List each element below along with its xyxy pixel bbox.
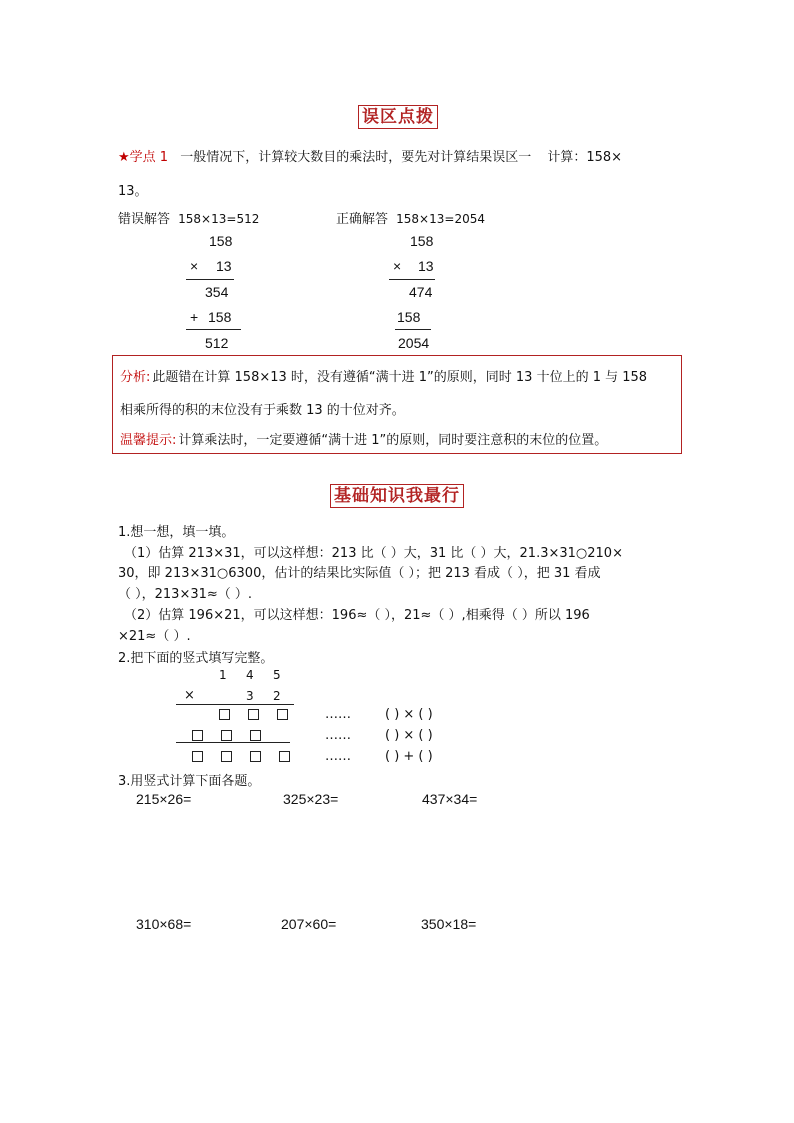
q3-problem: 325×23=	[283, 791, 339, 807]
blank-box[interactable]	[277, 709, 288, 720]
wrong-calc-row5: 512	[205, 335, 229, 351]
wrong-label: 错误解答	[118, 212, 171, 227]
q1-part2-line2: ×21≈（ ）.	[118, 629, 191, 644]
q1-title: 1.想一想，填一填。	[118, 525, 235, 540]
right-calc-row1: 158	[410, 233, 434, 249]
blank-box[interactable]	[219, 709, 230, 720]
q3-title: 3.用竖式计算下面各题。	[118, 774, 261, 789]
right-calc-row3: 474	[409, 284, 433, 300]
wrong-answer-line	[118, 208, 259, 227]
blank-box[interactable]	[279, 751, 290, 762]
q3-problem: 437×34=	[422, 791, 478, 807]
q2-row2-hint: ( ) × ( )	[385, 728, 433, 743]
wrong-calc-row2: 13	[216, 258, 232, 274]
q1-part1-line3: （ ），213×31≈（ ）.	[118, 587, 253, 602]
wrong-calc-row1: 158	[209, 233, 233, 249]
section-title-mistakes: 误区点拨	[358, 105, 438, 129]
tip-label: 温馨提示:	[120, 433, 177, 448]
q2-row3-dots: ……	[325, 749, 351, 764]
blank-box[interactable]	[221, 730, 232, 741]
point-label: 学点 1	[129, 150, 169, 165]
point-line	[118, 146, 622, 165]
point-text: 一般情况下，计算较大数目的乘法时，要先对计算结果误区一	[180, 150, 532, 165]
wrong-calc-op-add: +	[190, 309, 199, 325]
right-calc-rule2	[395, 329, 431, 330]
q2-row1-hint: ( ) × ( )	[385, 707, 433, 722]
q2-row3-boxes	[192, 749, 290, 764]
analysis-text2: 相乘所得的积的末位没有于乘数 13 的十位对齐。	[120, 403, 405, 418]
star-icon: ★	[118, 150, 130, 165]
q3-problem: 215×26=	[136, 791, 192, 807]
wrong-calc-rule2	[186, 329, 241, 330]
q2-mul-digit: 2	[273, 689, 281, 703]
q2-rule1	[176, 704, 294, 705]
q2-mul-digit: 3	[246, 689, 254, 703]
blank-box[interactable]	[192, 751, 203, 762]
q1-part1-line2: 30，即 213×31○6300，估计的结果比实际值（ ）；把 213 看成（ ），把 31 看成	[118, 566, 601, 581]
q1-part1-line1: （1）估算 213×31，可以这样想：213 比（ ）大，31 比（ ）大，21.3×31○210×	[124, 546, 623, 561]
blank-box[interactable]	[250, 730, 261, 741]
right-answer-line	[336, 208, 485, 227]
wrong-calc-rule1	[186, 279, 234, 280]
analysis-line1	[120, 366, 647, 385]
q2-rule2	[176, 742, 290, 743]
point-text-end: 计算：158×	[547, 150, 623, 165]
right-equation: 158×13=2054	[396, 212, 485, 226]
wrong-calc-row4: 158	[208, 309, 232, 325]
q3-problem: 207×60=	[281, 916, 337, 932]
tip-line	[120, 429, 607, 448]
blank-box[interactable]	[248, 709, 259, 720]
q2-top-digit: 4	[246, 668, 254, 682]
q2-title: 2.把下面的竖式填写完整。	[118, 651, 274, 666]
q2-mul-sign: ×	[184, 688, 195, 703]
q2-row1-dots: ……	[325, 707, 351, 722]
right-calc-row5: 2054	[398, 335, 430, 351]
tip-text: 计算乘法时，一定要遵循“满十进 1”的原则，同时要注意积的末位的位置。	[178, 433, 608, 448]
wrong-equation: 158×13=512	[178, 212, 260, 226]
q2-row2-dots: ……	[325, 728, 351, 743]
right-calc-op-mul: ×	[393, 258, 402, 274]
blank-box[interactable]	[250, 751, 261, 762]
q2-top-digit: 1	[219, 668, 227, 682]
blank-box[interactable]	[192, 730, 203, 741]
right-calc-rule1	[389, 279, 435, 280]
right-calc-row2: 13	[418, 258, 434, 274]
q3-problem: 350×18=	[421, 916, 477, 932]
blank-box[interactable]	[221, 751, 232, 762]
section-title-basics: 基础知识我最行	[330, 484, 464, 508]
right-label: 正确解答	[336, 212, 389, 227]
wrong-calc-row3: 354	[205, 284, 229, 300]
wrong-calc-op-mul: ×	[190, 258, 199, 274]
q2-row2-boxes	[192, 728, 261, 743]
q2-top-digit: 5	[273, 668, 281, 682]
point-text-cont: 13。	[118, 184, 148, 199]
right-calc-row4: 158	[397, 309, 421, 325]
analysis-text1: 此题错在计算 158×13 时，没有遵循“满十进 1”的原则，同时 13 十位上的 1 与 158	[152, 370, 648, 385]
q2-row3-hint: ( ) + ( )	[385, 749, 433, 764]
analysis-label: 分析:	[120, 370, 151, 385]
q1-part2-line1: （2）估算 196×21，可以这样想：196≈（ ），21≈（ ）,相乘得（ ）所以 196	[124, 608, 590, 623]
q2-row1-boxes	[219, 707, 288, 722]
q3-problem: 310×68=	[136, 916, 192, 932]
